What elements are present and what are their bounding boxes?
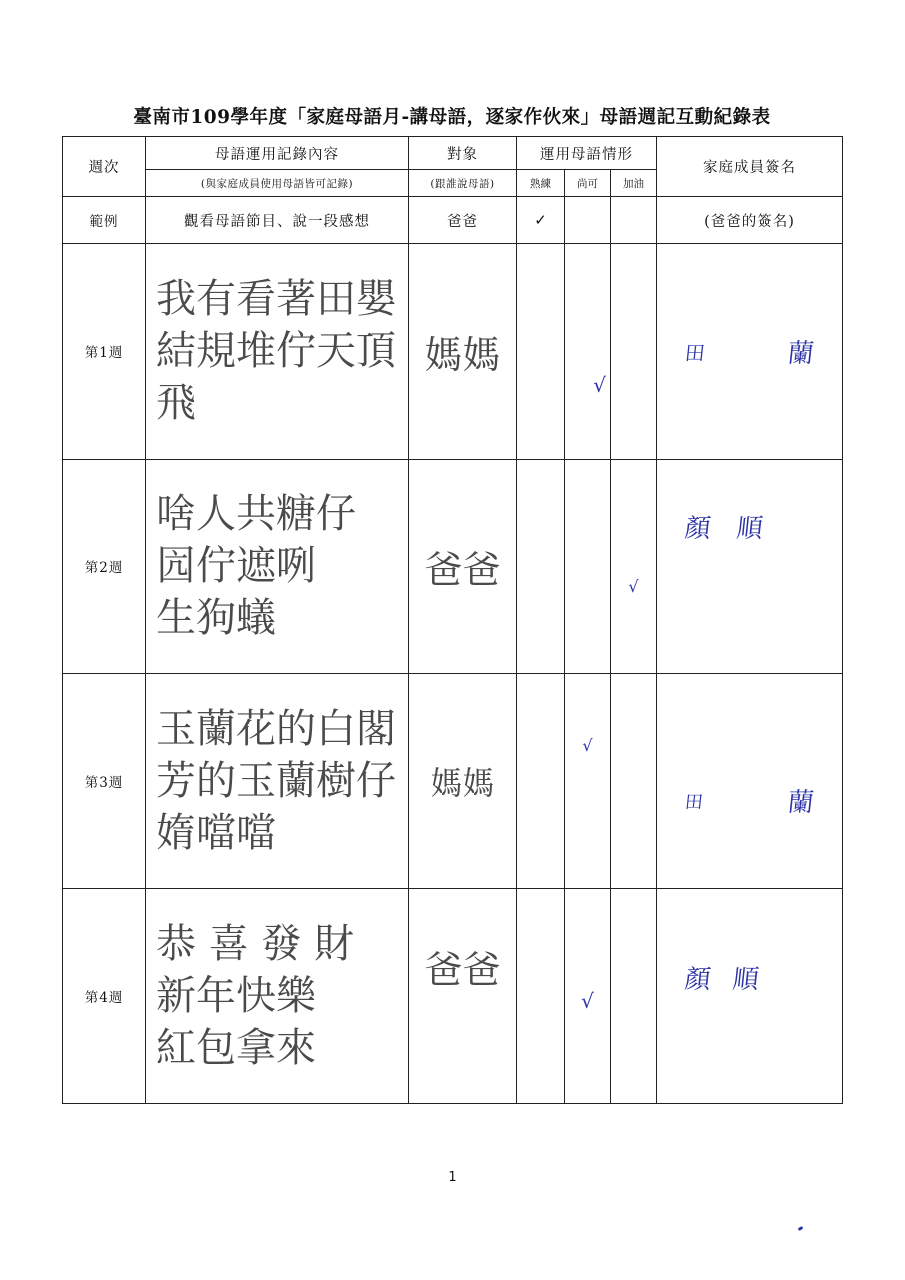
signature-given-name: 順	[731, 964, 761, 995]
check-mark: √	[582, 736, 593, 756]
form-title: 臺南市109學年度「家庭母語月-講母語，逐家作伙來」母語週記互動紀錄表	[133, 107, 771, 128]
example-keep-trying-cell	[611, 197, 657, 244]
proficient-cell	[517, 674, 565, 888]
target-cell	[409, 459, 517, 673]
week-label: 第1週	[63, 244, 146, 459]
fair-cell	[565, 244, 611, 459]
signature-given-name: 順	[735, 513, 765, 544]
header-row-1	[63, 137, 843, 170]
week-label: 第3週	[63, 674, 146, 888]
ink-speck	[798, 1226, 804, 1231]
week-row	[63, 244, 843, 459]
example-check: ✓	[517, 197, 565, 244]
target-cell	[409, 674, 517, 888]
proficient-cell	[517, 459, 565, 673]
example-week: 範例	[63, 197, 146, 244]
level-proficient: 熟練	[517, 170, 565, 197]
example-target: 爸爸	[409, 197, 517, 244]
handwritten-content: 啥人共糖仔 囥佇遮咧 生狗蟻	[156, 491, 356, 642]
level-fair: 尚可	[565, 170, 611, 197]
check-mark: √	[628, 576, 639, 596]
handwritten-target: 媽媽	[424, 332, 501, 377]
handwritten-target: 媽媽	[430, 763, 495, 802]
proficient-cell	[517, 888, 565, 1103]
week-row	[63, 459, 843, 673]
handwritten-target: 爸爸	[424, 547, 501, 592]
content-cell	[146, 244, 409, 459]
keep-trying-cell	[611, 674, 657, 888]
example-row	[63, 197, 843, 244]
header-target: 對象	[409, 137, 517, 170]
header-target-note: (跟誰說母語)	[409, 170, 517, 197]
signature-surname: 顏	[683, 513, 713, 544]
handwritten-content: 我有看著田嬰 結規堆佇天頂 飛	[156, 276, 396, 427]
fair-cell	[565, 674, 611, 888]
example-content: 觀看母語節目、說一段感想	[146, 197, 409, 244]
signature-cell	[657, 459, 843, 673]
header-signature: 家庭成員簽名	[657, 137, 843, 197]
content-cell	[146, 674, 409, 888]
check-mark: √	[581, 988, 594, 1013]
content-cell	[146, 888, 409, 1103]
signature-given-name: 蘭	[786, 788, 816, 819]
target-cell	[409, 888, 517, 1103]
keep-trying-cell	[611, 244, 657, 459]
level-keep-trying: 加油	[611, 170, 657, 197]
target-cell	[409, 244, 517, 459]
week-row	[63, 888, 843, 1103]
signature-cell	[657, 244, 843, 459]
week-label: 第4週	[63, 888, 146, 1103]
keep-trying-cell	[611, 888, 657, 1103]
week-label: 第2週	[63, 459, 146, 673]
header-usage: 運用母語情形	[517, 137, 657, 170]
header-content: 母語運用記錄內容	[146, 137, 409, 170]
check-mark: √	[593, 372, 606, 397]
signature-surname: 田	[683, 340, 707, 365]
week-row	[63, 674, 843, 888]
handwritten-content: 玉蘭花的白閣 芳的玉蘭樹仔 媠噹噹	[156, 705, 396, 856]
fair-cell	[565, 459, 611, 673]
signature-surname: 顏	[683, 964, 713, 995]
page-number: 1	[448, 1170, 457, 1185]
record-table	[62, 136, 843, 1104]
handwritten-target: 爸爸	[424, 947, 501, 992]
handwritten-content: 恭 喜 發 財 新年快樂 紅包拿來	[156, 920, 355, 1071]
content-cell	[146, 459, 409, 673]
signature-cell	[657, 674, 843, 888]
fair-cell	[565, 888, 611, 1103]
example-signature: (爸爸的簽名)	[657, 197, 843, 244]
signature-cell	[657, 888, 843, 1103]
keep-trying-cell	[611, 459, 657, 673]
proficient-cell	[517, 244, 565, 459]
signature-surname: 田	[683, 791, 704, 813]
header-week: 週次	[63, 137, 146, 197]
signature-given-name: 蘭	[786, 338, 816, 369]
header-content-note: (與家庭成員使用母語皆可記錄)	[146, 170, 409, 197]
example-fair-cell	[565, 197, 611, 244]
